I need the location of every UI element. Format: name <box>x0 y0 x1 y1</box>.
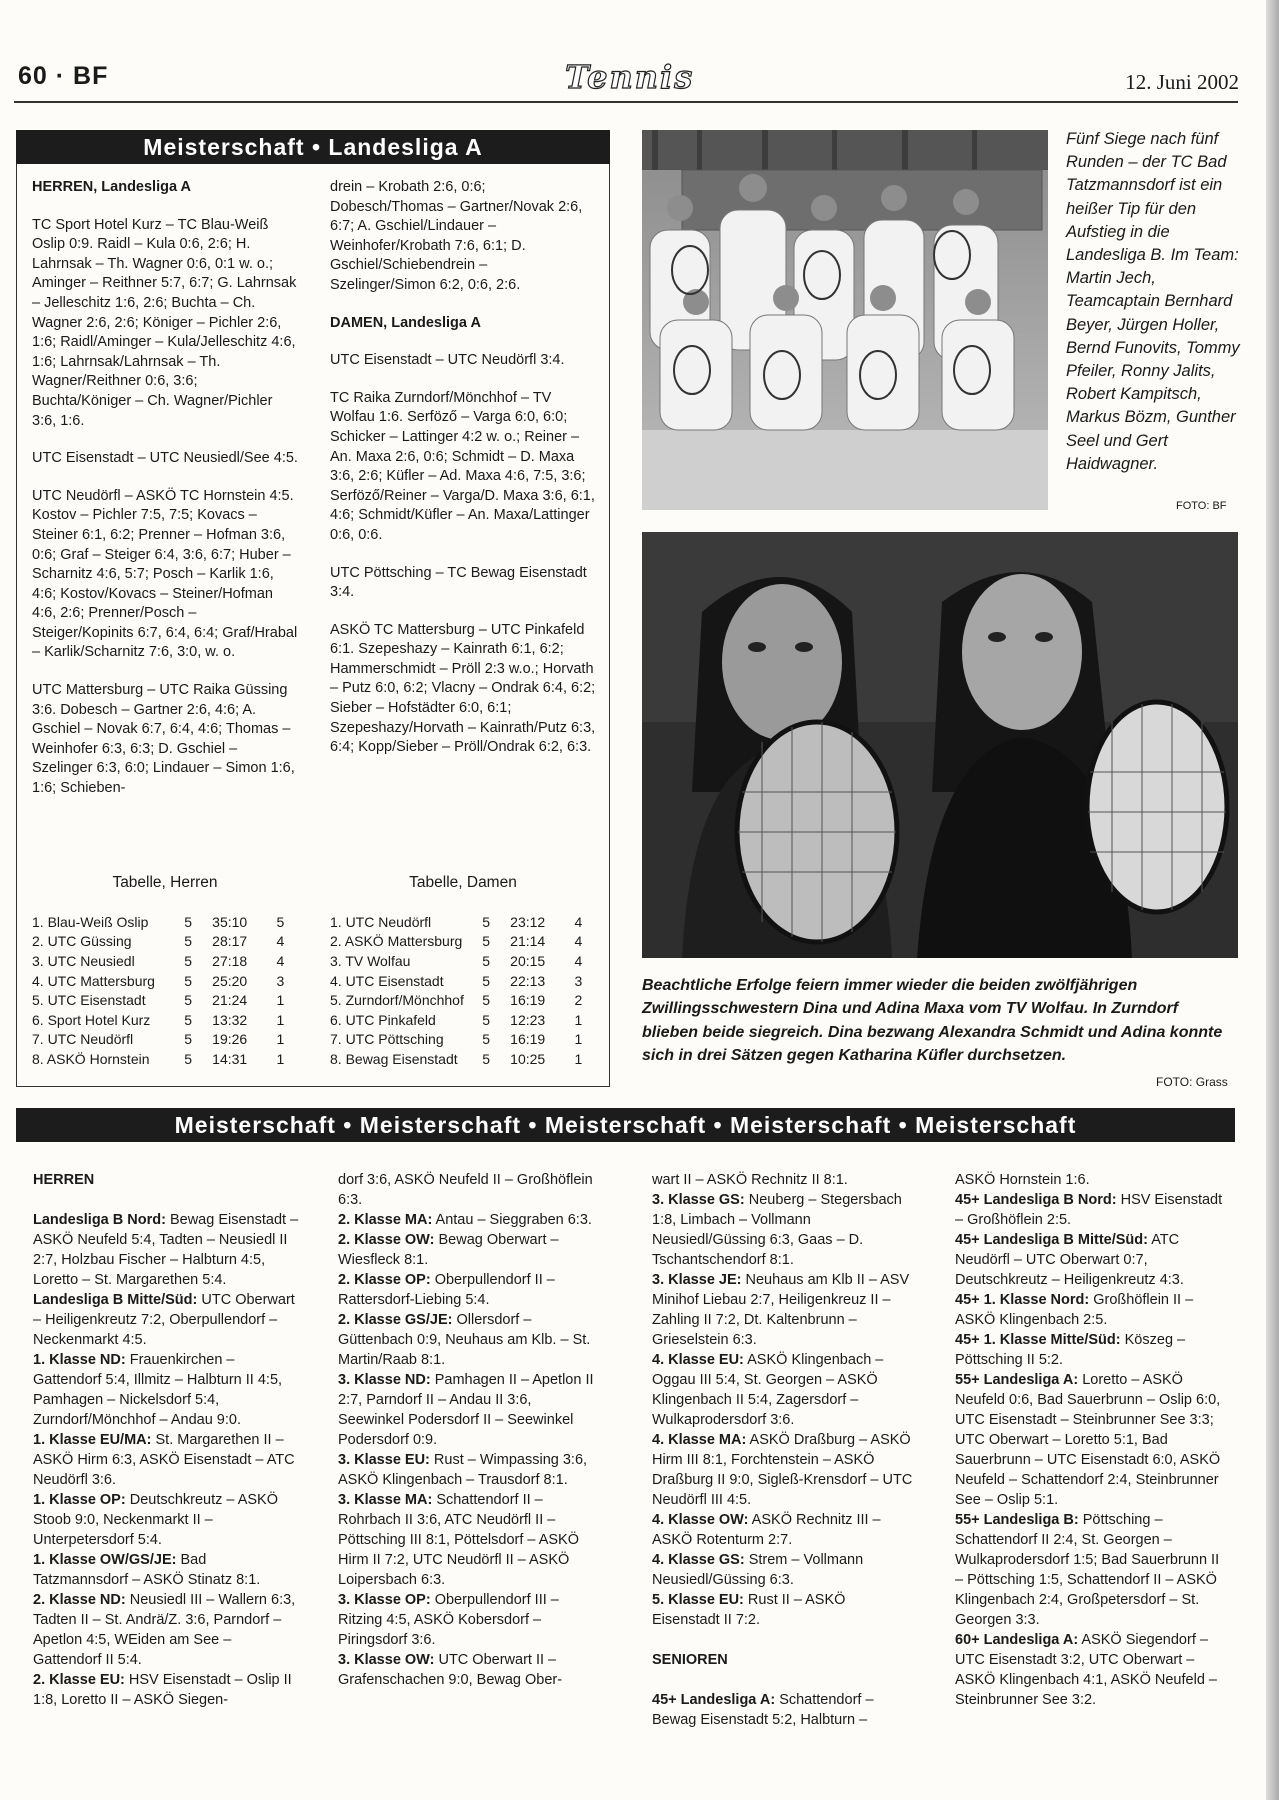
set-ratio: 35:10 <box>212 913 248 930</box>
table-row <box>32 912 298 932</box>
points: 2 <box>574 992 583 1009</box>
team-name: 7. UTC Pöttsching <box>330 1031 444 1048</box>
games-played: 5 <box>184 913 193 930</box>
league-label: 5. Klasse EU: <box>652 1592 744 1608</box>
league-label: 3. Klasse EU: <box>338 1452 430 1468</box>
set-ratio: 10:25 <box>510 1050 546 1067</box>
table-row <box>330 1049 596 1069</box>
games-played: 5 <box>482 1050 491 1067</box>
team-name: 6. UTC Pinkafeld <box>330 1011 436 1028</box>
games-played: 5 <box>184 1050 193 1067</box>
league-label: 1. Klasse EU/MA: <box>33 1432 152 1448</box>
table-row <box>32 1049 298 1069</box>
set-ratio: 21:24 <box>212 992 248 1009</box>
result-text: Großhöflein II – ASKÖ Klingenbach 2:5. <box>955 1292 1194 1328</box>
games-played: 5 <box>184 972 193 989</box>
games-played: 5 <box>184 933 193 950</box>
points: 1 <box>276 1011 285 1028</box>
team-photo <box>642 130 1048 510</box>
team-name: 5. Zurndorf/Mönchhof <box>330 992 464 1009</box>
result-entry <box>652 1550 916 1590</box>
result-entry <box>955 1330 1225 1370</box>
table-herren-title: Tabelle, Herren <box>112 874 218 891</box>
result-entry <box>652 1590 916 1630</box>
result-entry <box>338 1170 598 1210</box>
league-label: 2. Klasse EU: <box>33 1672 125 1688</box>
result-text: ASKÖ Draßburg – ASKÖ Hirm III 8:1, Forchtenstein – ASKÖ Draßburg II 9:0, Sigleß-Krensdorf – UTC Neudörfl III 4:5. <box>652 1432 913 1508</box>
table-damen <box>330 912 596 1069</box>
table-row <box>330 1010 596 1030</box>
result-entry <box>33 1350 301 1430</box>
points: 4 <box>574 913 583 930</box>
points: 4 <box>574 933 583 950</box>
results-column-2 <box>338 1170 598 1690</box>
games-played: 5 <box>482 1031 491 1048</box>
league-label: 1. Klasse ND: <box>33 1352 126 1368</box>
result-text: Köszeg – Pöttsching II 5:2. <box>955 1332 1186 1368</box>
result-text: wart II – ASKÖ Rechnitz II 8:1. <box>652 1172 848 1188</box>
result-entry <box>33 1290 301 1350</box>
result-text: Ollersdorf – Güttenbach 0:9, Neuhaus am Klb. – St. Martin/Raab 8:1. <box>338 1312 591 1368</box>
league-label: 3. Klasse GS: <box>652 1192 745 1208</box>
twins-photo-credit: FOTO: Grass <box>1156 1075 1228 1089</box>
twins-photo <box>642 532 1238 958</box>
points: 3 <box>574 972 583 989</box>
set-ratio: 23:12 <box>510 913 546 930</box>
points: 1 <box>574 1050 583 1067</box>
table-row <box>330 971 596 991</box>
result-text: Strem – Vollmann Neusiedl/Güssing 6:3. <box>652 1552 864 1588</box>
team-name: 3. UTC Neusiedl <box>32 952 135 969</box>
points: 1 <box>276 1050 285 1067</box>
points: 3 <box>276 972 285 989</box>
result-text: Frauenkirchen – Gattendorf 5:4, Illmitz – Halbturn II 4:5, Pamhagen – Nickelsdorf 5:4, Zurndorf/Mönchhof – Andau 9:0. <box>33 1352 283 1428</box>
result-text: dorf 3:6, ASKÖ Neufeld II – Großhöflein 6:3. <box>338 1172 593 1208</box>
spacer <box>652 1630 916 1650</box>
set-ratio: 25:20 <box>212 972 248 989</box>
set-ratio: 28:17 <box>212 933 248 950</box>
table-row <box>32 1030 298 1050</box>
result-entry <box>955 1630 1225 1710</box>
league-label: 2. Klasse OW: <box>338 1232 435 1248</box>
result-text: ASKÖ Klingenbach – Oggau III 5:4, St. Georgen – ASKÖ Klingenbach II 5:4, Zagersdorf – Wulkaprodersdorf 3:6. <box>652 1352 884 1428</box>
result-text: Schattendorf – Bewag Eisenstadt 5:2, Halbturn – <box>652 1692 874 1728</box>
table-row <box>32 990 298 1010</box>
team-name: 4. UTC Mattersburg <box>32 972 155 989</box>
result-entry <box>33 1210 301 1290</box>
result-text: ASKÖ Siegendorf – UTC Eisenstadt 3:2, UTC Oberwart – ASKÖ Klingenbach 4:1, ASKÖ Neufeld – Steinbrunner See 3:2. <box>955 1632 1217 1708</box>
result-entry <box>33 1670 301 1710</box>
result-text: ASKÖ Hornstein 1:6. <box>955 1172 1090 1188</box>
result-text: Oberpullendorf II – Rattersdorf-Liebing 5:4. <box>338 1272 555 1308</box>
games-played: 5 <box>482 1011 491 1028</box>
result-entry <box>338 1490 598 1590</box>
team-name: 6. Sport Hotel Kurz <box>32 1011 151 1028</box>
games-played: 5 <box>184 1031 193 1048</box>
table-row <box>330 912 596 932</box>
result-entry <box>955 1190 1225 1230</box>
games-played: 5 <box>482 952 491 969</box>
team-photo-caption: Fünf Siege nach fünf Runden – der TC Bad Tatzmannsdorf ist ein heißer Tip für den Aufstieg in die Landesliga B. Im Team: Martin Jech, Teamcaptain Bernhard Beyer, Jürgen Holler, Bernd Funovits, Tommy Pfeiler, Ronny Jalits, Robert Kampitsch, Markus Bözm, Gunther Seel und Gert Haidwagner. <box>1066 130 1240 473</box>
league-label: 2. Klasse MA: <box>338 1212 433 1228</box>
points: 4 <box>276 933 285 950</box>
set-ratio: 16:19 <box>510 1031 546 1048</box>
team-name: 2. ASKÖ Mattersburg <box>330 933 463 950</box>
league-label: 55+ Landesliga B: <box>955 1512 1079 1528</box>
league-label: 4. Klasse EU: <box>652 1352 744 1368</box>
result-entry <box>652 1650 916 1670</box>
team-photo-credit: FOTO: BF <box>1176 500 1227 512</box>
team-name: 2. UTC Güssing <box>32 933 132 950</box>
table-row <box>32 932 298 952</box>
result-entry <box>338 1230 598 1270</box>
match-report: UTC Eisenstadt – UTC Neusiedl/See 4:5. <box>32 450 298 467</box>
league-label: Landesliga B Mitte/Süd: <box>33 1292 198 1308</box>
league-heading: DAMEN, Landesliga A <box>330 314 481 331</box>
table-row <box>32 951 298 971</box>
result-entry <box>338 1210 598 1230</box>
league-heading: HERREN, Landesliga A <box>32 179 191 195</box>
result-text: Loretto – ASKÖ Neufeld 0:6, Bad Sauerbrunn – Oslip 6:0, UTC Eisenstadt – Steinbrunner See 3:3; UTC Oberwart – Loretto 5:1, Bad Sauerbrunn – UTC Eisenstadt 6:0, ASKÖ Neufeld – Schattendorf 2:4, Steinbrunner See – Oslip 5:1. <box>955 1372 1221 1508</box>
league-label: 45+ 1. Klasse Nord: <box>955 1292 1090 1308</box>
set-ratio: 20:15 <box>510 952 546 969</box>
result-text: Rust – Wimpassing 3:6, ASKÖ Klingenbach – Trausdorf 8:1. <box>338 1452 588 1488</box>
page-number: 60 · BF <box>18 62 109 90</box>
match-report: UTC Mattersburg – UTC Raika Güssing 3:6. Dobesch – Gartner 2:6, 4:6; A. Gschiel – Novak 6:7, 6:4, 4:6; Thomas – Weinhofer 6:3, 6:3; D. Gschiel – Szelinger 6:3, 6:0; Lindauer – Simon 1:6, 1:6; Schieben- <box>32 682 295 797</box>
games-played: 5 <box>482 992 491 1009</box>
result-entry <box>955 1510 1225 1630</box>
result-text: Bewag Eisenstadt – ASKÖ Neufeld 5:4, Tadten – Neusiedl II 2:7, Holzbau Fischer – Halbturn 4:5, Loretto – St. Margarethen 5:4. <box>33 1212 299 1288</box>
spacer <box>652 1670 916 1690</box>
result-text: Pamhagen II – Apetlon II 2:7, Parndorf II – Andau II 3:6, Seewinkel Podersdorf II – Seewinkel Podersdorf 0:9. <box>338 1372 594 1448</box>
league-label: 45+ Landesliga B Mitte/Süd: <box>955 1232 1148 1248</box>
result-entry <box>33 1490 301 1550</box>
twins-photo-caption: Beachtliche Erfolge feiern immer wieder die beiden zwölfjährigen Zwillingsschwestern Dina und Adina Maxa vom TV Wolfau. In Zurndorf blieben beide siegreich. Dina bezwang Alexandra Schmidt und Adina konnte sich in drei Sätzen gegen Katharina Küfler durchsetzen. <box>642 977 1223 1065</box>
result-entry <box>652 1510 916 1550</box>
table-row <box>330 932 596 952</box>
result-text: Neuhaus am Klb II – ASV Minihof Liebau 2:7, Heiligenkreuz II – Zahling II 7:2, Dt. Kaltenbrunn – Grieselstein 6:3. <box>652 1272 910 1348</box>
table-damen-title: Tabelle, Damen <box>409 874 517 891</box>
section-title: Tennis <box>565 58 695 96</box>
table-row <box>330 951 596 971</box>
team-name: 4. UTC Eisenstadt <box>330 972 444 989</box>
result-entry <box>33 1550 301 1590</box>
points: 1 <box>276 992 285 1009</box>
league-label: 1. Klasse OP: <box>33 1492 126 1508</box>
result-entry <box>33 1170 301 1190</box>
result-entry <box>652 1430 916 1510</box>
result-entry <box>955 1370 1225 1510</box>
league-label: 55+ Landesliga A: <box>955 1372 1079 1388</box>
match-report: UTC Eisenstadt – UTC Neudörfl 3:4. <box>330 352 565 369</box>
set-ratio: 19:26 <box>212 1031 248 1048</box>
league-label: Landesliga B Nord: <box>33 1212 166 1228</box>
points: 1 <box>276 1031 285 1048</box>
set-ratio: 14:31 <box>212 1050 248 1067</box>
results-column-4 <box>955 1170 1225 1710</box>
league-label: 4. Klasse GS: <box>652 1552 745 1568</box>
match-report: UTC Neudörfl – ASKÖ TC Hornstein 4:5. Kostov – Pichler 7:5, 7:5; Kovacs – Steiner 6:1, 6:2; Prenner – Hofman 3:6, 0:6; Graf – Steiger 6:4, 3:6, 6:7; Huber – Scharnitz 4:6, 5:7; Posch – Karlik 1:6, 4:6; Kostov/Kovacs – Steiner/Hofman 4:6, 2:6; Prenner/Posch – Steiger/Kopinits 6:7, 6:4, 6:4; Graf/Hrabal – Karlik/Scharnitz 7:6, 3:0, w. o. <box>32 487 298 661</box>
result-entry <box>33 1590 301 1670</box>
result-text: Antau – Sieggraben 6:3. <box>432 1212 592 1228</box>
result-text: HSV Eisenstadt – Oslip II 1:8, Loretto II – ASKÖ Siegen- <box>33 1672 292 1708</box>
result-text: Neuberg – Stegersbach 1:8, Limbach – Vollmann Neusiedl/Güssing 6:3, Gaas – D. Tschantschendorf 8:1. <box>652 1192 902 1268</box>
result-text: HSV Eisenstadt – Großhöflein 2:5. <box>955 1192 1223 1228</box>
league-label: 3. Klasse JE: <box>652 1272 742 1288</box>
result-entry <box>338 1310 598 1370</box>
league-label: 2. Klasse OP: <box>338 1272 431 1288</box>
points: 1 <box>574 1011 583 1028</box>
result-text: Deutschkreutz – ASKÖ Stoob 9:0, Neckenmarkt II – Unterpetersdorf 5:4. <box>33 1492 279 1548</box>
result-text: Oberpullendorf III – Ritzing 4:5, ASKÖ Kobersdorf – Piringsdorf 3:6. <box>338 1592 559 1648</box>
issue-date: 12. Juni 2002 <box>1125 70 1239 94</box>
games-played: 5 <box>184 952 193 969</box>
match-report: TC Sport Hotel Kurz – TC Blau-Weiß Oslip 0:9. Raidl – Kula 0:6, 2:6; H. Lahrnsak – Th. Wagner 0:6, 0:1 w. o.; Aminger – Reithner 5:7, 6:7; G. Lahrnsak – Jelleschitz 1:6, 2:6; Buchta – Ch. Wagner 2:6, 2:6; Königer – Pichler 2:6, 1:6; Raidl/Aminger – Kula/Jelleschitz 4:6, 1:6; Lahrnsak/Lahrnsak – Th. Wagner/Reithner 0:6, 3:6; Buchta/Königer – Ch. Wagner/Pichler 3:6, 1:6. <box>32 216 297 429</box>
table-row <box>330 990 596 1010</box>
result-entry <box>652 1170 916 1190</box>
result-entry <box>338 1590 598 1650</box>
league-label: 45+ Landesliga B Nord: <box>955 1192 1117 1208</box>
landesliga-a-column-2 <box>330 178 596 776</box>
landesliga-a-column-1 <box>32 178 298 817</box>
result-text: Neusiedl III – Wallern 6:3, Tadten II – St. Andrä/Z. 3:6, Parndorf – Apetlon 4:5, WEiden am See – Gattendorf II 5:4. <box>33 1592 296 1668</box>
team-name: 8. Bewag Eisenstadt <box>330 1050 458 1067</box>
match-report: TC Raika Zurndorf/Mönchhof – TV Wolfau 1:6. Serföző – Varga 6:0, 6:0; Schicker – Lattinger 4:2 w. o.; Reiner – An. Maxa 2:6, 0:6; Schmidt – D. Maxa 3:6, 2:6; Küfler – Ad. Maxa 4:6, 7:5, 3:6; Serföző/Reiner – Varga/D. Maxa 3:6, 6:1, 4:6; Schmidt/Küfler – An. Maxa/Lattinger 0:6, 0:6. <box>330 389 595 543</box>
team-name: 8. ASKÖ Hornstein <box>32 1050 150 1067</box>
result-text: Pöttsching – Schattendorf II 2:4, St. Georgen – Wulkaprodersdorf 1:5; Bad Sauerbrunn II – Pöttsching 1:5, Schattendorf II – ASKÖ Klingenbach 2:4, Großpetersdorf – St. Georgen 3:3. <box>955 1512 1220 1628</box>
league-label: 60+ Landesliga A: <box>955 1632 1079 1648</box>
league-label: 2. Klasse ND: <box>33 1592 126 1608</box>
spacer <box>33 1190 301 1210</box>
set-ratio: 16:19 <box>510 992 546 1009</box>
league-label: 3. Klasse OW: <box>338 1652 435 1668</box>
result-text: Bad Tatzmannsdorf – ASKÖ Stinatz 8:1. <box>33 1552 261 1588</box>
set-ratio: 22:13 <box>510 972 546 989</box>
league-label: 1. Klasse OW/GS/JE: <box>33 1552 177 1568</box>
result-text: ATC Neudörfl – UTC Oberwart 0:7, Deutschkreutz – Heiligenkreutz 4:3. <box>955 1232 1184 1288</box>
result-entry <box>652 1270 916 1350</box>
games-played: 5 <box>184 1011 193 1028</box>
league-label: 45+ Landesliga A: <box>652 1692 776 1708</box>
games-played: 5 <box>184 992 193 1009</box>
result-text: UTC Oberwart II – Grafenschachen 9:0, Bewag Ober- <box>338 1652 563 1688</box>
points: 4 <box>276 952 285 969</box>
result-entry <box>652 1350 916 1430</box>
page-edge <box>1266 0 1279 1800</box>
result-text: Bewag Oberwart – Wiesfleck 8:1. <box>338 1232 559 1268</box>
result-entry <box>338 1650 598 1690</box>
result-text: UTC Oberwart – Heiligenkreutz 7:2, Oberpullendorf – Neckenmarkt 4:5. <box>33 1292 295 1348</box>
team-name: 7. UTC Neudörfl <box>32 1031 134 1048</box>
result-entry <box>955 1290 1225 1330</box>
table-row <box>32 1010 298 1030</box>
table-herren <box>32 912 298 1069</box>
games-played: 5 <box>482 933 491 950</box>
set-ratio: 12:23 <box>510 1011 546 1028</box>
result-entry <box>652 1690 916 1730</box>
header-rule <box>14 101 1238 103</box>
result-entry <box>955 1230 1225 1290</box>
set-ratio: 21:14 <box>510 933 546 950</box>
results-column-1 <box>33 1170 301 1710</box>
result-entry <box>338 1270 598 1310</box>
result-entry <box>33 1430 301 1490</box>
league-label: 3. Klasse ND: <box>338 1372 431 1388</box>
league-label: 2. Klasse GS/JE: <box>338 1312 453 1328</box>
points: 4 <box>574 952 583 969</box>
result-text: Schattendorf II – Rohrbach II 3:6, ATC Neudörfl II – Pöttsching III 8:1, Pöttelsdorf – ASKÖ Hirm II 7:2, UTC Neudörfl II – ASKÖ Loipersbach 6:3. <box>338 1492 579 1588</box>
points: 1 <box>574 1031 583 1048</box>
games-played: 5 <box>482 913 491 930</box>
team-name: 5. UTC Eisenstadt <box>32 992 146 1009</box>
match-report: drein – Krobath 2:6, 0:6; Dobesch/Thomas – Gartner/Novak 2:6, 6:7; A. Gschiel/Lindauer – Weinhofer/Krobath 7:6, 6:1; D. Gschiel/Schiebendrein – Szelinger/Simon 6:2, 0:6, 2:6. <box>330 179 583 293</box>
result-entry <box>338 1450 598 1490</box>
league-label: SENIOREN <box>652 1652 728 1668</box>
table-row <box>32 971 298 991</box>
set-ratio: 27:18 <box>212 952 248 969</box>
meisterschaft-banner: Meisterschaft • Meisterschaft • Meisterschaft • Meisterschaft • Meisterschaft <box>16 1108 1235 1142</box>
result-entry <box>652 1190 916 1270</box>
points: 5 <box>276 913 285 930</box>
league-label: 4. Klasse MA: <box>652 1432 747 1448</box>
games-played: 5 <box>482 972 491 989</box>
result-entry <box>955 1170 1225 1190</box>
result-text: St. Margarethen II – ASKÖ Hirm 6:3, ASKÖ Eisenstadt – ATC Neudörfl 3:6. <box>33 1432 295 1488</box>
result-text: Rust II – ASKÖ Eisenstadt II 7:2. <box>652 1592 846 1628</box>
set-ratio: 13:32 <box>212 1011 248 1028</box>
results-column-3 <box>652 1170 916 1730</box>
team-name: 3. TV Wolfau <box>330 952 411 969</box>
league-label: 3. Klasse MA: <box>338 1492 433 1508</box>
landesliga-a-banner: Meisterschaft • Landesliga A <box>16 130 610 164</box>
league-label: 4. Klasse OW: <box>652 1512 749 1528</box>
result-text: ASKÖ Rechnitz III – ASKÖ Rotenturm 2:7. <box>652 1512 881 1548</box>
match-report: UTC Pöttsching – TC Bewag Eisenstadt 3:4. <box>330 564 587 601</box>
result-entry <box>338 1370 598 1450</box>
team-name: 1. Blau-Weiß Oslip <box>32 913 149 930</box>
league-label: 45+ 1. Klasse Mitte/Süd: <box>955 1332 1121 1348</box>
match-report: ASKÖ TC Mattersburg – UTC Pinkafeld 6:1. Szepeshazy – Kainrath 6:1, 6:2; Hammerschmidt – Pröll 2:3 w.o.; Horvath – Putz 6:0, 6:2; Vlacny – Ondrak 6:4, 6:2; Sieber – Hofstädter 6:0, 6:1; Szepeshazy/Horvath – Kainrath/Putz 6:3, 6:4; Kopp/Sieber – Pröll/Ondrak 6:2, 6:3. <box>330 621 596 756</box>
team-name: 1. UTC Neudörfl <box>330 913 432 930</box>
league-label: 3. Klasse OP: <box>338 1592 431 1608</box>
table-row <box>330 1030 596 1050</box>
league-label: HERREN <box>33 1172 95 1188</box>
